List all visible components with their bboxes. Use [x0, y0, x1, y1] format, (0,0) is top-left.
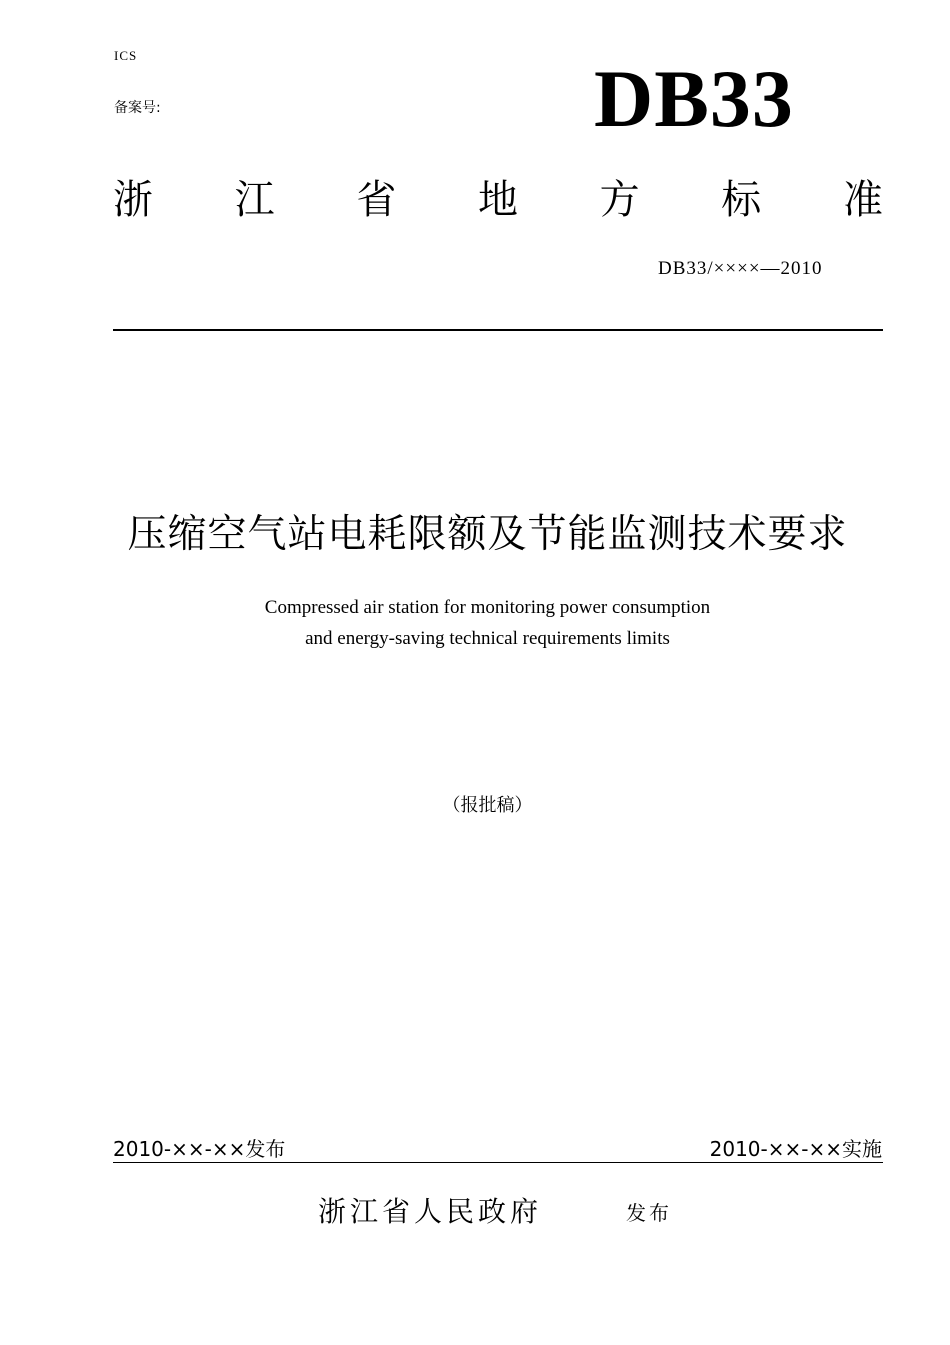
- document-title-en: [0, 592, 950, 654]
- title-char: 江: [234, 177, 275, 223]
- document-title-cn: 压缩空气站电耗限额及节能监测技术要求: [127, 512, 848, 557]
- db33-logo: DB33: [594, 53, 794, 144]
- publish-date: 2010-××-××发布: [113, 1137, 286, 1161]
- filing-number-label: 备案号:: [114, 100, 161, 116]
- standard-code: DB33/××××—2010: [658, 258, 823, 279]
- title-char: 省: [356, 177, 397, 223]
- standard-category-title: [113, 172, 883, 228]
- title-en-line: Compressed air station for monitoring power consumption: [264, 597, 711, 618]
- title-char: 地: [477, 177, 518, 223]
- ics-label: ICS: [114, 48, 138, 63]
- title-en-line: and energy-saving technical requirements limits: [305, 628, 670, 649]
- publisher-suffix: 发布: [626, 1201, 672, 1225]
- footer-divider: [113, 1162, 883, 1163]
- title-char: 标: [721, 177, 762, 223]
- title-char: 浙: [113, 177, 153, 223]
- implement-date: 2010-××-××实施: [709, 1137, 882, 1161]
- title-char: 方: [599, 177, 640, 223]
- title-char: 准: [842, 177, 883, 223]
- draft-status: （报批稿）: [442, 795, 533, 816]
- publisher-name: 浙江省人民政府: [318, 1195, 543, 1228]
- header-divider: [113, 329, 883, 331]
